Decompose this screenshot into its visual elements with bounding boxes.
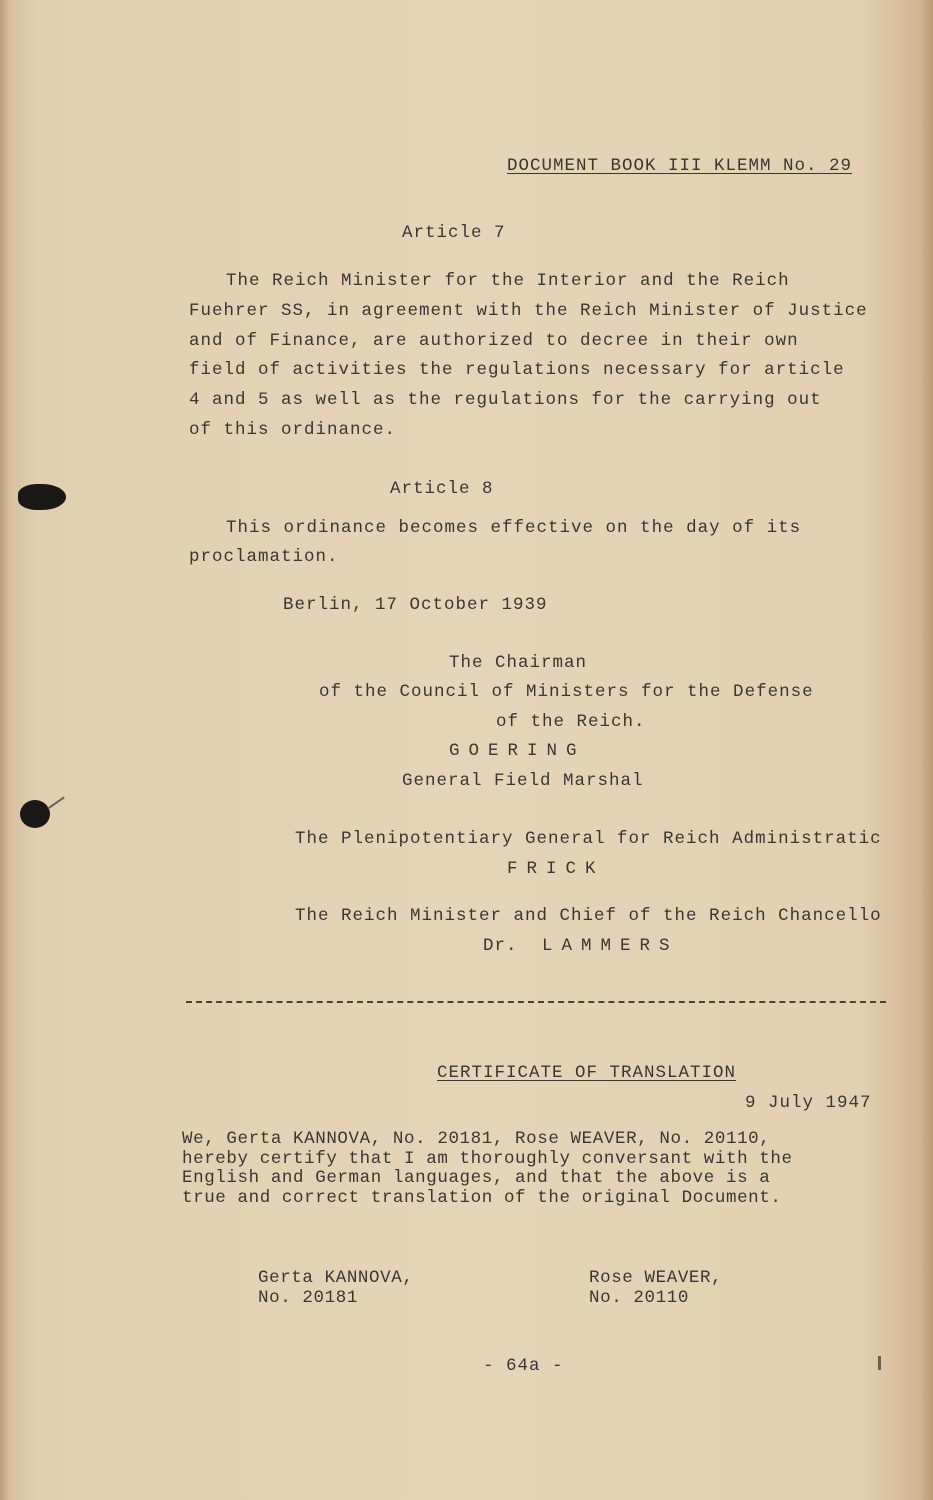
article-7-line: field of activities the regulations necessary for article <box>189 360 845 380</box>
article-7-line: and of Finance, are authorized to decree in their own <box>189 331 799 351</box>
certificate-line: hereby certify that I am thoroughly conversant with the <box>182 1148 793 1169</box>
punch-hole-top <box>18 484 66 510</box>
article-7-heading: Article 7 <box>402 223 506 243</box>
punch-hole-bottom <box>20 800 50 828</box>
translator-2 <box>589 1268 722 1308</box>
certificate-date: 9 July 1947 <box>745 1093 872 1113</box>
translator-2-number: No. 20110 <box>589 1288 689 1308</box>
document-reference: DOCUMENT BOOK III KLEMM No. 29 <box>507 156 853 176</box>
article-8-line: This ordinance becomes effective on the day of its <box>226 518 802 538</box>
certificate-title: CERTIFICATE OF TRANSLATION <box>437 1063 737 1083</box>
article-7-line: The Reich Minister for the Interior and the Reich <box>226 271 790 291</box>
chairman-title: The Chairman <box>449 653 588 673</box>
margin-mark <box>878 1356 881 1370</box>
reich-minister-title: The Reich Minister and Chief of the Reich Chancello <box>295 906 882 926</box>
certificate-body <box>182 1130 882 1208</box>
chairman-title: of the Council of Ministers for the Defense <box>319 682 814 702</box>
section-divider <box>186 1001 886 1003</box>
translator-2-name: Rose WEAVER, <box>589 1268 723 1288</box>
signatory-goering-rank: General Field Marshal <box>402 771 644 791</box>
translator-1-number: No. 20181 <box>258 1288 358 1308</box>
signatory-goering: GOERING <box>449 741 586 761</box>
page-number: - 64a - <box>483 1356 564 1376</box>
paper-edge-right <box>919 0 933 1500</box>
signatory-lammers-prefix: Dr. <box>483 936 518 956</box>
plenipotentiary-title: The Plenipotentiary General for Reich Administratic <box>295 829 882 849</box>
punch-mark-tail <box>47 796 65 809</box>
article-7-line: Fuehrer SS, in agreement with the Reich Minister of Justice <box>189 301 868 321</box>
chairman-title: of the Reich. <box>496 712 646 732</box>
article-8-heading: Article 8 <box>390 479 494 499</box>
certificate-line: We, Gerta KANNOVA, No. 20181, Rose WEAVER, No. 20110, <box>182 1129 771 1149</box>
translator-1 <box>258 1268 413 1308</box>
dateline: Berlin, 17 October 1939 <box>283 595 548 615</box>
article-7-line: 4 and 5 as well as the regulations for the carrying out <box>189 390 822 410</box>
certificate-line: true and correct translation of the original Document. <box>182 1187 782 1208</box>
article-7-line: of this ordinance. <box>189 420 397 440</box>
signatory-frick: FRICK <box>507 859 605 879</box>
signatory-lammers: LAMMERS <box>542 936 679 956</box>
certificate-line: English and German languages, and that the above is a <box>182 1168 771 1188</box>
paper-edge-left <box>0 0 10 1500</box>
article-8-line: proclamation. <box>189 547 339 567</box>
translator-1-name: Gerta KANNOVA, <box>258 1268 414 1288</box>
